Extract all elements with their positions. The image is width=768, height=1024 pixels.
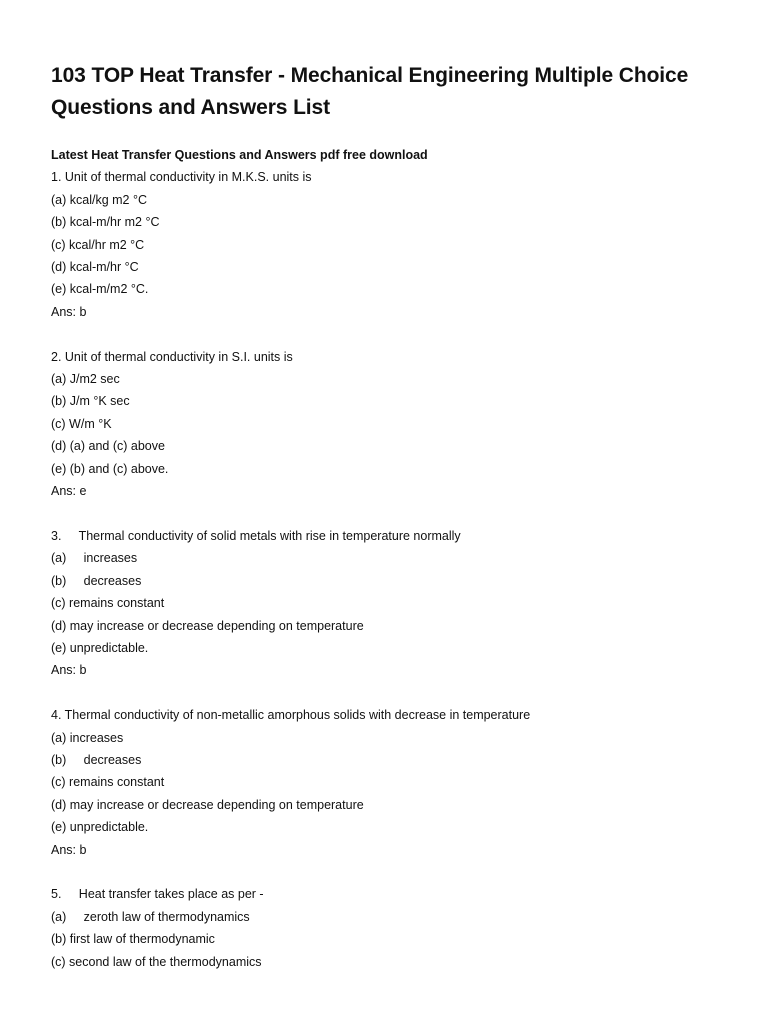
answer-option: (e) unpredictable. [51,640,149,655]
document-subtitle: Latest Heat Transfer Questions and Answers pdf free download [51,148,428,162]
answer-option: (a) kcal/kg m2 °C [51,192,147,207]
answer-option: (b) first law of thermodynamic [51,932,215,947]
document-page [51,60,741,995]
question-block-3 [51,525,741,682]
answer-option: (b) decreases [51,752,142,767]
question-text: 2. Unit of thermal conductivity in S.I. units is [51,349,293,364]
answer-option: (a) increases [51,730,124,745]
answer-option: (c) W/m °K [51,416,112,431]
answer-option: (c) remains constant [51,596,165,611]
answer-option: (e) kcal-m/m2 °C. [51,282,149,297]
answer-option: (e) unpredictable. [51,820,149,835]
answer-option: (c) kcal/hr m2 °C [51,237,145,252]
correct-answer: Ans: b [51,842,87,857]
question-block-5 [51,883,741,973]
answer-option: (b) kcal-m/hr m2 °C [51,215,160,230]
answer-option: (c) second law of the thermodynamics [51,954,262,969]
question-text: 5. Heat transfer takes place as per - [51,887,264,902]
question-block-1 [51,166,741,323]
question-text: 1. Unit of thermal conductivity in M.K.S. units is [51,170,312,185]
answer-option: (d) may increase or decrease depending on temperature [51,618,364,633]
answer-option: (a) J/m2 sec [51,372,120,387]
answer-option: (e) (b) and (c) above. [51,461,169,476]
answer-option: (c) remains constant [51,775,165,790]
answer-option: (a) increases [51,551,138,566]
question-block-4 [51,704,741,861]
answer-option: (b) J/m °K sec [51,394,130,409]
question-text: 3. Thermal conductivity of solid metals with rise in temperature normally [51,528,461,543]
correct-answer: Ans: b [51,304,87,319]
question-text: 4. Thermal conductivity of non-metallic amorphous solids with decrease in temperature [51,708,531,723]
answer-option: (d) kcal-m/hr °C [51,260,139,275]
answer-option: (d) may increase or decrease depending on temperature [51,797,364,812]
correct-answer: Ans: b [51,663,87,678]
answer-option: (a) zeroth law of thermodynamics [51,909,250,924]
answer-option: (d) (a) and (c) above [51,439,165,454]
question-block-2 [51,346,741,503]
document-title: 103 TOP Heat Transfer - Mechanical Engineering Multiple Choice Questions and Answers List [51,64,689,119]
answer-option: (b) decreases [51,573,142,588]
correct-answer: Ans: e [51,484,87,499]
